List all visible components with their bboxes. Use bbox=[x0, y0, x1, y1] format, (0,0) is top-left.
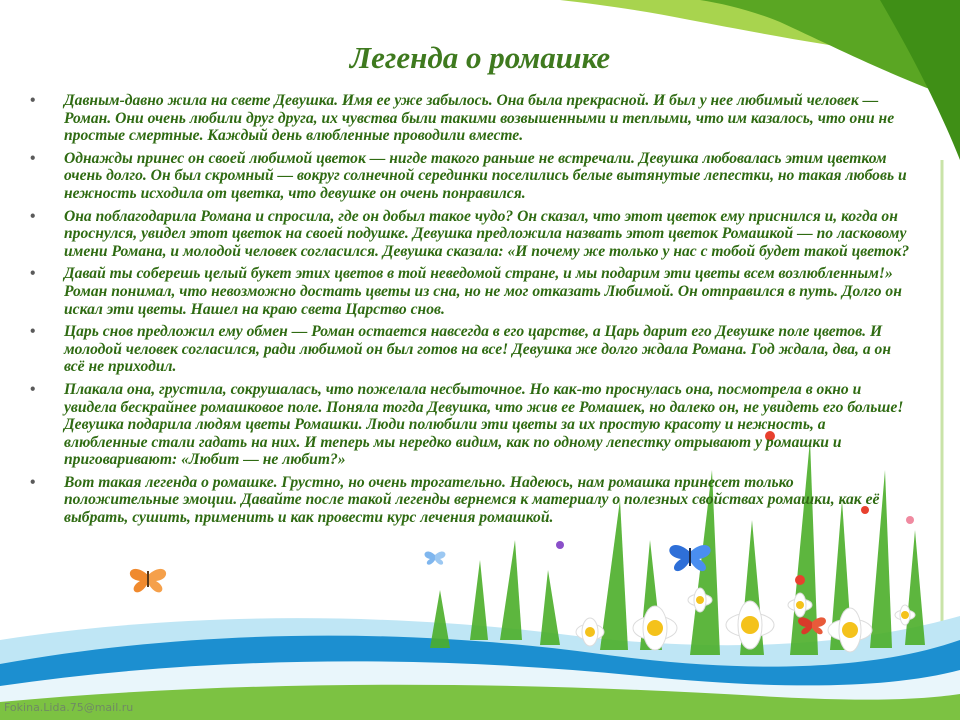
paragraph-7: • Вот такая легенда о ромашке. Грустно, но очень трогательно. Надеюсь, нам ромашка принесет только положительные эмоции. Давайте после такой легенды вернемся к материалу о полезных свойствах ромашки, как её выбрать, сушить, применить и как провести курс лечения ромашкой. bbox=[30, 474, 910, 527]
slide-title: Легенда о ромашке bbox=[349, 40, 611, 75]
paragraph-1: • Давным-давно жила на свете Девушка. Имя ее уже забылось. Она была прекрасной. И был у нее любимый человек — Роман. Они очень любили друг друга, их чувства были такими возвышенными и теплыми, что им казалось, что они не простые смертные. Каждый день влюбленные проводили вместе. bbox=[30, 92, 910, 145]
paragraph-2: • Однажды принес он своей любимой цветок — нигде такого раньше не встречали. Девушка любовалась этим цветком очень долго. Он был скромный — вокруг солнечной серединки поселились белые вытянутые лепестки, но такая любовь и нежность исходила от цветка, что девушке он очень понравился. bbox=[30, 150, 910, 203]
author-watermark: Fokina.Lida.75@mail.ru bbox=[4, 701, 134, 714]
paragraph-5: • Царь снов предложил ему обмен — Роман остается навсегда в его царстве, а Царь дарит его Девушке поле цветов. И молодой человек согласился, ради любимой он был готов на все! Девушка же долго ждала Романа. Год ждала, два, а он всё не приходил. bbox=[30, 323, 910, 376]
legend-text-list bbox=[30, 92, 910, 532]
butterfly-small-blue bbox=[425, 552, 446, 565]
paragraph-3: • Она поблагодарила Романа и спросила, где он добыл такое чудо? Он сказал, что этот цветок ему приснился и, когда он проснулся, увидел этот цветок на своей подушке. Девушка предложила назвать этот цветок Ромашкой — по ласковому имени Романа, и молодой человек согласился. Девушка сказала: «И почему же только у нас с тобой будет такой цветок? bbox=[30, 208, 910, 261]
paragraph-6: • Плакала она, грустила, сокрушалась, что пожелала несбыточное. Но как-то проснулась она, посмотрела в окно и увидела бескрайнее ромашковое поле. Поняла тогда Девушка, что жив ее Ромашек, но далеко он, не увидеть его больше! Девушка подарила людям цветы Ромашки. Люди полюбили эти цветы за их простую красоту и нежность, а влюбленные стали гадать на них. И теперь мы нередко видим, как по одному лепестку отрывают у ромашки и приговаривают: «Любит — не любит?» bbox=[30, 381, 910, 469]
paragraph-4: • Давай ты соберешь целый букет этих цветов в той неведомой стране, и мы подарим эти цветы всем возлюбленным!» Роман понимал, что невозможно достать цветы из сна, но не мог отказать Любимой. Он отправился в путь. Долго он искал эти цветы. Нашел на краю света Царство снов. bbox=[30, 265, 910, 318]
butterfly-orange bbox=[130, 569, 166, 593]
